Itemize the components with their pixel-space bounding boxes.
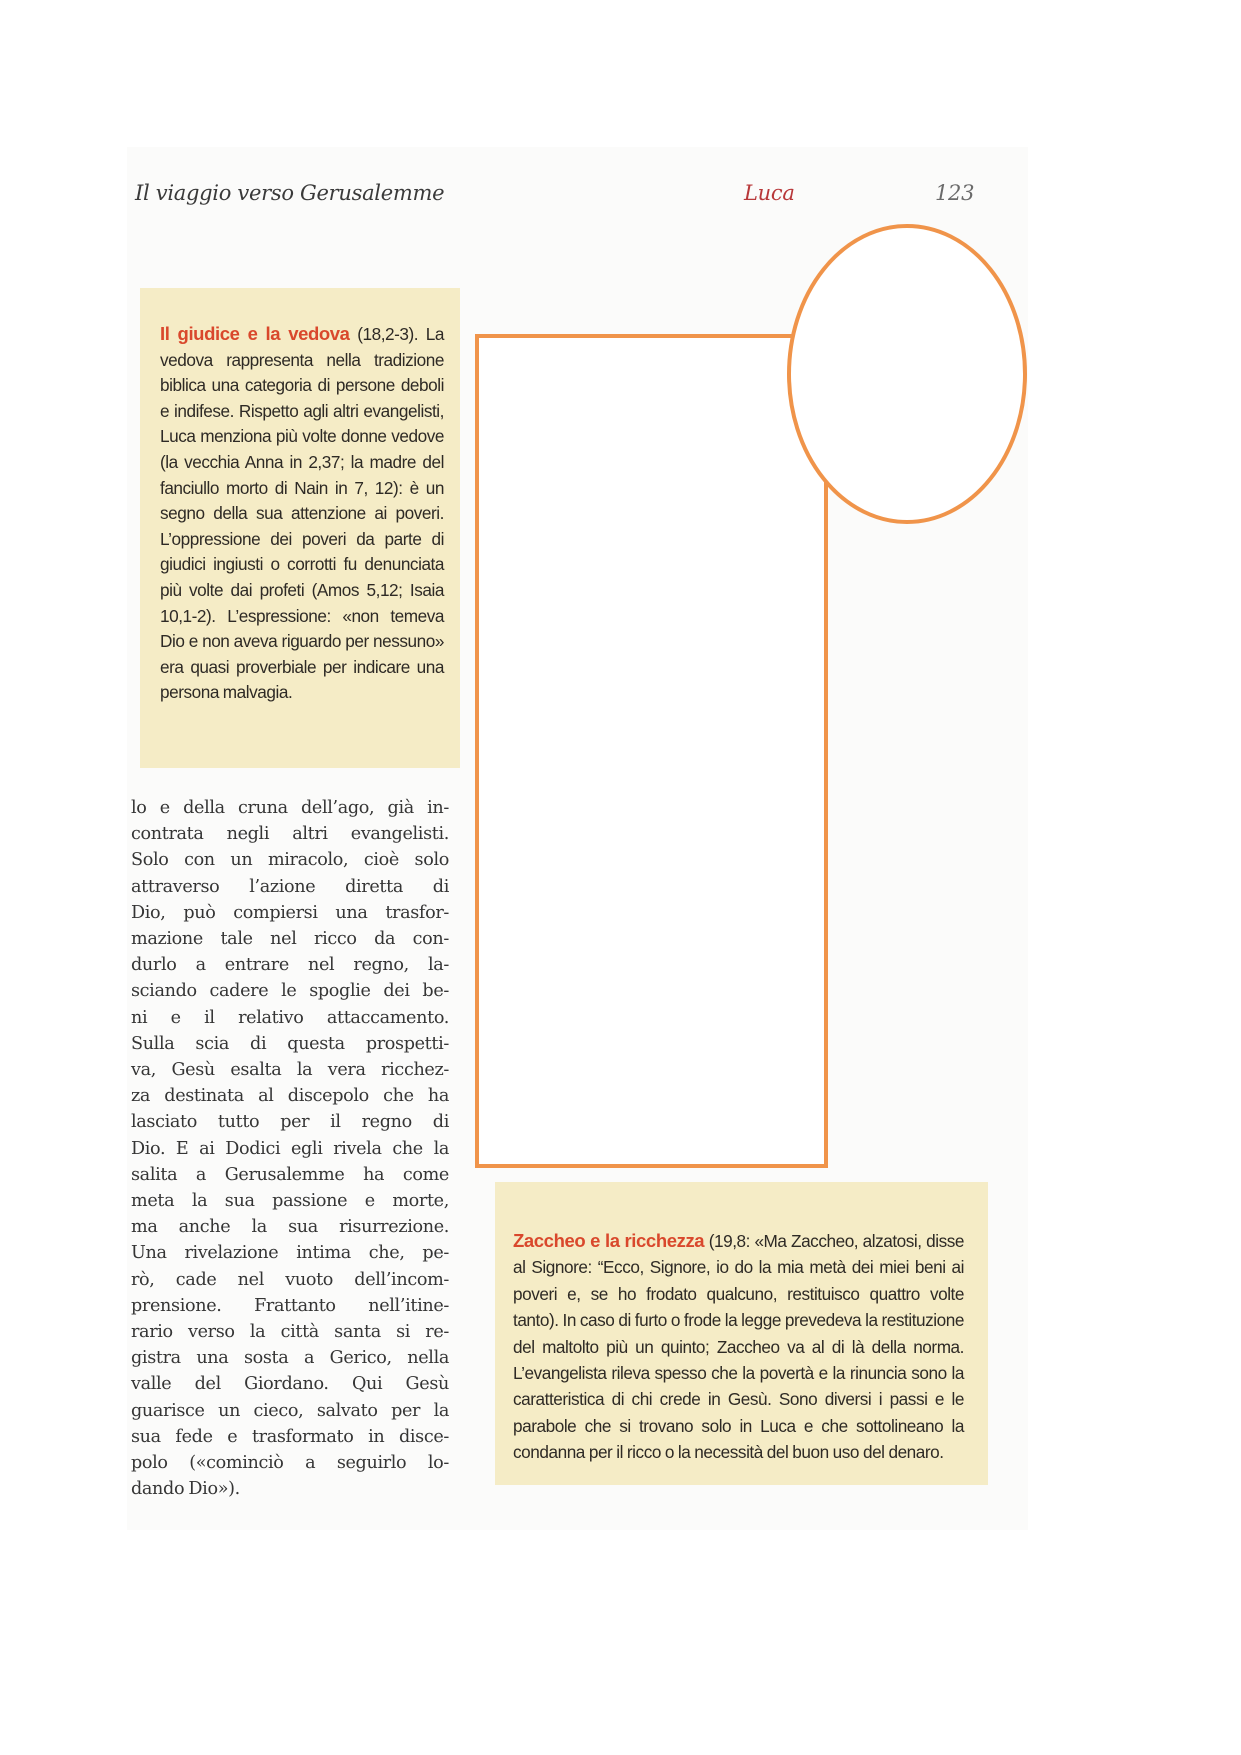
body-text-line: gistra una sosta a Gerico, nella — [131, 1348, 449, 1369]
body-text-column — [131, 795, 449, 1502]
body-text-line: Una rivelazione intima che, pe- — [131, 1243, 449, 1264]
body-text-line: rò, cade nel vuoto dell’incom- — [131, 1269, 449, 1290]
body-text-line: sua fede e trasformato in disce- — [131, 1426, 449, 1447]
body-text-line: mazione tale nel ricco da con- — [131, 929, 449, 950]
running-head-title: Il viaggio verso Gerusalemme — [135, 181, 445, 205]
sidebox-judge-and-widow — [140, 288, 460, 768]
sidebox-zaccheo — [495, 1182, 988, 1485]
body-text-line: Dio. E ai Dodici egli rivela che la — [131, 1138, 449, 1159]
body-text-line: va, Gesù esalta la vera ricchez- — [131, 1060, 449, 1081]
body-text-line: dando Dio»). — [131, 1479, 240, 1500]
body-text-line: contrata negli altri evangelisti. — [131, 824, 449, 845]
body-text-line: za destinata al discepolo che ha — [131, 1086, 449, 1107]
sidebox-heading: Zaccheo e la ricchezza — [513, 1230, 705, 1251]
annotation-ellipse[interactable] — [789, 226, 1025, 522]
body-text-line: valle del Giordano. Qui Gesù — [131, 1374, 449, 1395]
body-text-line: Sulla scia di questa prospetti- — [131, 1033, 449, 1054]
body-text-line: ni e il relativo attaccamento. — [131, 1007, 449, 1028]
body-text-line: salita a Gerusalemme ha come — [131, 1164, 449, 1185]
body-text-line: attraverso l’azione diretta di — [131, 876, 449, 897]
body-text-line: polo («cominciò a seguirlo lo- — [131, 1453, 449, 1474]
running-head-section: Luca — [744, 181, 795, 205]
sidebox-reference: (19,8: «Ma Zaccheo, alzatosi, disse al Signore: “Ecco, Signore, io do la mia metà dei miei beni ai poveri e, se ho frodato qualcuno, restituisco quattro volte tanto). — [513, 1231, 964, 1331]
body-text-line: Solo con un miracolo, cioè solo — [131, 850, 449, 871]
body-text-line: durlo a entrare nel regno, la- — [131, 955, 449, 976]
annotation-rectangle[interactable] — [477, 336, 826, 1166]
sidebox-text: In caso di furto o frode la legge prevedeva la restituzione del maltolto più un quinto; Zaccheo va al di là della norma. L’evangelista rileva spesso che la povertà e la rinuncia sono la caratteristica di chi crede in Gesù. Sono diversi i passi e le parabole che si trovano solo in Luca e che sottolineano la condanna per il ricco o la necessità del buon uso del denaro. — [513, 1310, 964, 1463]
sidebox-heading: Il giudice e la vedova — [160, 323, 350, 344]
body-text-line: rario verso la città santa si re- — [131, 1322, 449, 1343]
body-text-line: guarisce un cieco, salvato per la — [131, 1400, 449, 1421]
sidebox-text: La vedova rappresenta nella tradizione biblica una categoria di persone deboli e indifese. Rispetto agli altri evangelisti, Luca menziona più volte donne vedove (la vecchia Anna in 2,37; la madre del fanciullo morto di Nain in 7, 12): è un segno della sua attenzione ai poveri. L’oppressione dei poveri da parte di giudici ingiusti o corrotti fu denunciata più volte dai profeti (Amos 5,12; Isaia 10,1-2). L’espressione: «non temeva Dio e non aveva riguardo per nessuno» era quasi proverbiale per indicare una persona malvagia. — [160, 324, 445, 703]
body-text-line: lasciato tutto per il regno di — [131, 1112, 449, 1133]
body-text-line: prensione. Frattanto nell’itine- — [131, 1295, 449, 1316]
sidebox-reference: (18,2-3). — [349, 324, 419, 344]
body-text-line: Dio, può compiersi una trasfor- — [131, 902, 449, 923]
body-text-line: lo e della cruna dell’ago, già in- — [131, 798, 449, 818]
body-text-line: meta la sua passione e morte, — [131, 1191, 449, 1212]
page-number: 123 — [935, 181, 975, 205]
body-text-line: sciando cadere le spoglie dei be- — [131, 981, 449, 1002]
body-text-line: ma anche la sua risurrezione. — [131, 1217, 449, 1238]
